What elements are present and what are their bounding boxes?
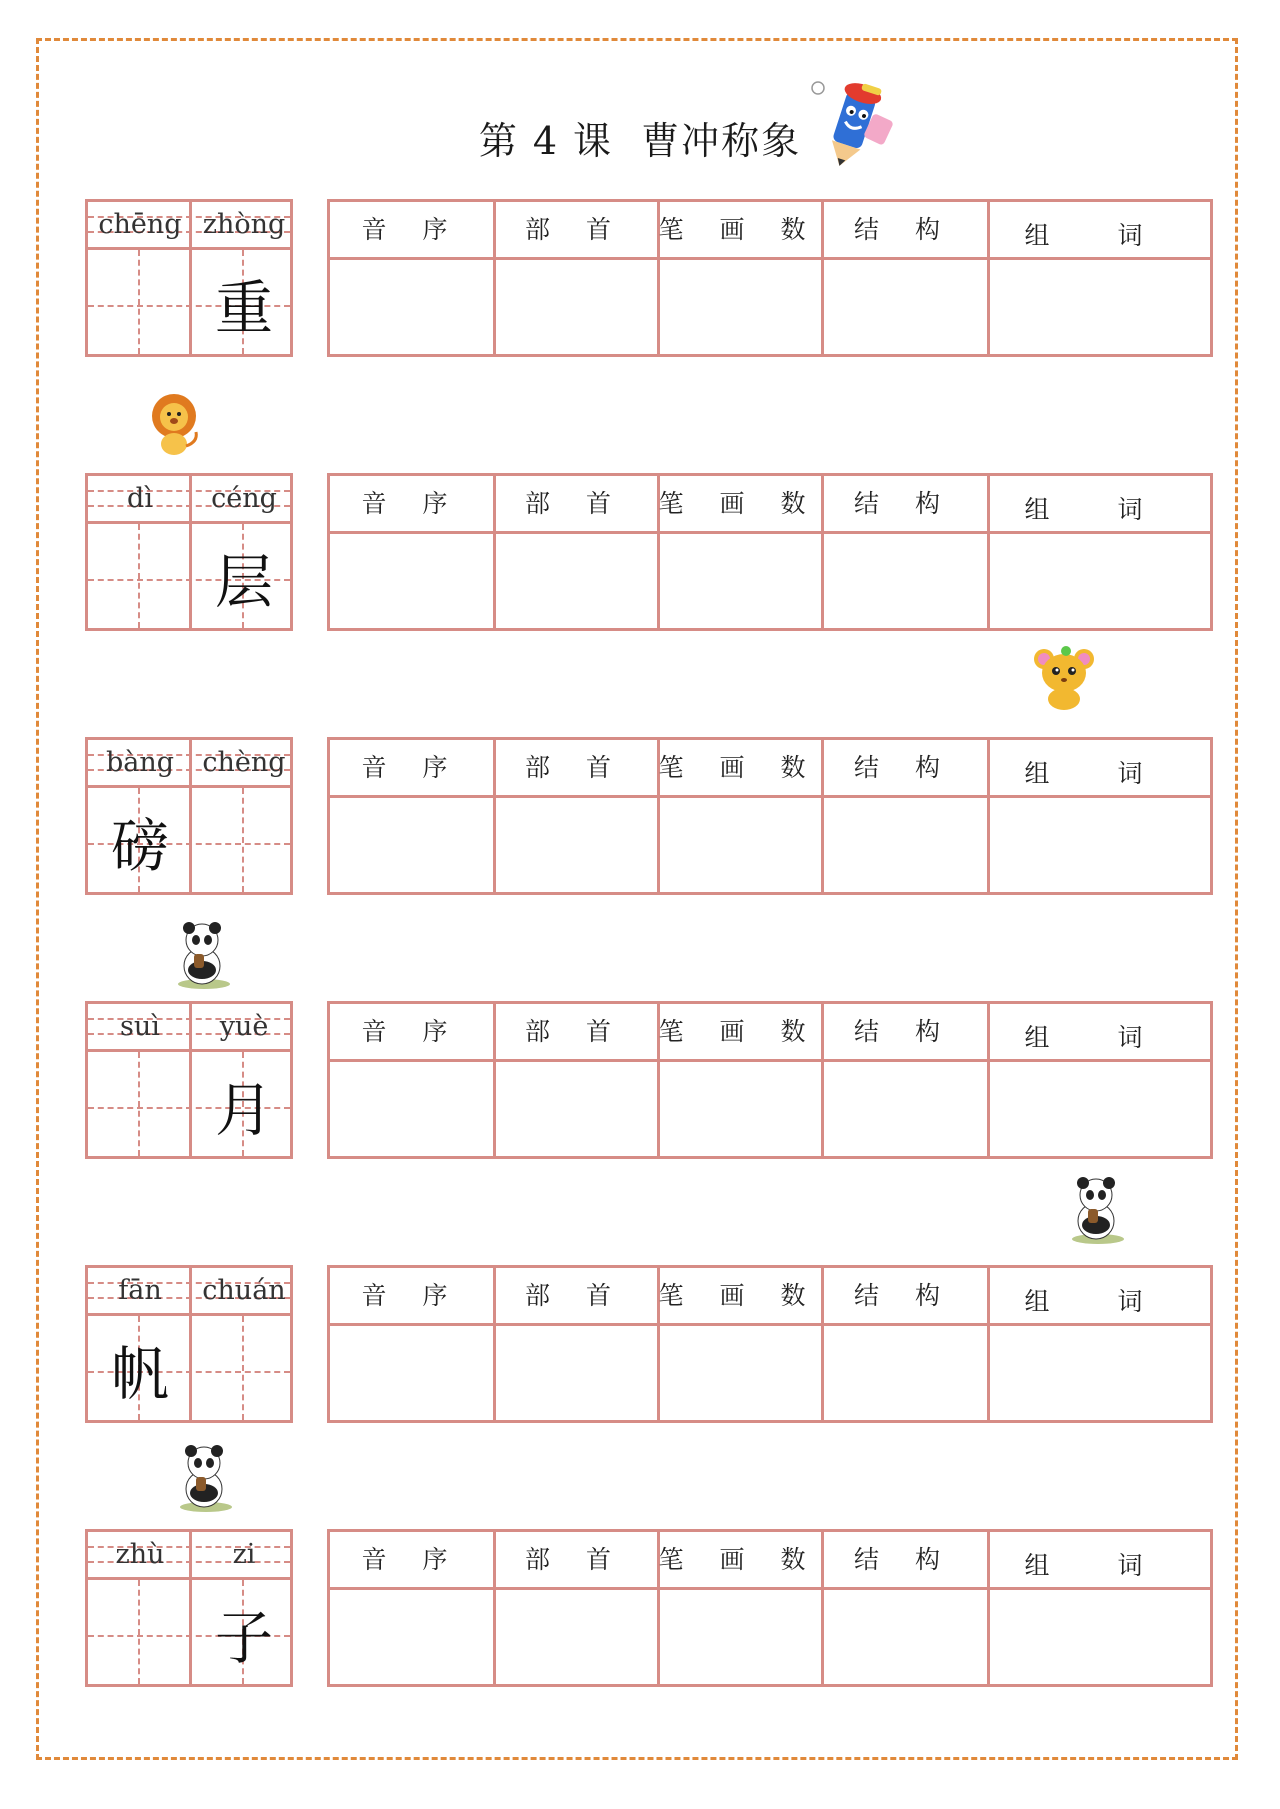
header-yinxu: 音 序	[361, 215, 462, 244]
pinyin-grid	[85, 737, 293, 895]
header-yinxu: 音 序	[361, 1281, 462, 1310]
header-yinxu: 音 序	[361, 1545, 462, 1574]
header-jiegou: 结 构	[854, 215, 954, 244]
info-table	[327, 1001, 1213, 1159]
hanzi-char: 重	[214, 274, 273, 342]
hanzi-char	[88, 258, 192, 358]
hanzi-char	[192, 796, 296, 896]
word-row	[0, 1001, 1280, 1161]
pinyin-text: zi	[232, 1539, 256, 1570]
pinyin-text: dì	[127, 483, 153, 514]
word-row	[0, 1265, 1280, 1425]
pinyin-grid	[85, 199, 293, 357]
word-row	[0, 473, 1280, 633]
panda-icon	[174, 1443, 236, 1513]
header-jiegou: 结 构	[854, 1017, 954, 1046]
hanzi-char	[88, 532, 192, 632]
header-jiegou: 结 构	[854, 753, 954, 782]
info-table	[327, 199, 1213, 357]
header-yinxu: 音 序	[361, 489, 462, 518]
header-bushou: 部 首	[525, 753, 625, 782]
header-bihuashu: 笔 画 数	[658, 215, 820, 244]
header-yinxu: 音 序	[361, 1017, 462, 1046]
pinyin-text: chuán	[202, 1275, 286, 1306]
header-zuci: 组 词	[1024, 759, 1173, 788]
pinyin-text: yuè	[219, 1011, 269, 1042]
title-suffix: 课 曹冲称象	[573, 119, 802, 163]
info-table	[327, 737, 1213, 895]
header-jiegou: 结 构	[854, 1545, 954, 1574]
hanzi-char: 帆	[110, 1340, 169, 1408]
header-jiegou: 结 构	[854, 489, 954, 518]
pinyin-text: chèng	[202, 747, 286, 778]
pinyin-grid	[85, 1529, 293, 1687]
info-table	[327, 1265, 1213, 1423]
word-row	[0, 199, 1280, 359]
bear-icon	[1030, 643, 1098, 711]
pinyin-text: fān	[118, 1275, 162, 1306]
pinyin-text: bàng	[105, 747, 175, 778]
lion-icon	[146, 392, 202, 458]
hanzi-char	[192, 1324, 296, 1424]
header-bushou: 部 首	[525, 1017, 625, 1046]
hanzi-char: 磅	[110, 812, 169, 880]
hanzi-char	[88, 1060, 192, 1160]
pinyin-text: céng	[211, 483, 277, 514]
pinyin-grid	[85, 1001, 293, 1159]
info-table	[327, 473, 1213, 631]
title-prefix: 第	[478, 119, 519, 163]
header-zuci: 组 词	[1024, 221, 1173, 250]
word-row	[0, 737, 1280, 897]
header-bushou: 部 首	[525, 215, 625, 244]
hanzi-char: 月	[214, 1076, 273, 1144]
panda-icon	[1066, 1175, 1128, 1245]
header-zuci: 组 词	[1024, 1023, 1173, 1052]
header-bihuashu: 笔 画 数	[658, 753, 820, 782]
header-bihuashu: 笔 画 数	[658, 1545, 820, 1574]
hanzi-char	[88, 1588, 192, 1688]
pinyin-text: chēng	[98, 209, 182, 240]
page-title	[0, 110, 1280, 165]
info-table	[327, 1529, 1213, 1687]
title-number: 4	[532, 119, 560, 163]
panda-icon	[172, 920, 234, 990]
pinyin-grid	[85, 1265, 293, 1423]
header-bihuashu: 笔 画 数	[658, 1017, 820, 1046]
header-zuci: 组 词	[1024, 1551, 1173, 1580]
header-bushou: 部 首	[525, 489, 625, 518]
hanzi-char: 层	[214, 548, 273, 616]
header-bihuashu: 笔 画 数	[658, 1281, 820, 1310]
pinyin-text: zhù	[115, 1539, 165, 1570]
header-bushou: 部 首	[525, 1281, 625, 1310]
header-yinxu: 音 序	[361, 753, 462, 782]
header-jiegou: 结 构	[854, 1281, 954, 1310]
header-bihuashu: 笔 画 数	[658, 489, 820, 518]
pinyin-text: zhòng	[202, 209, 286, 240]
pinyin-grid	[85, 473, 293, 631]
pencil-mascot-icon	[808, 76, 898, 171]
header-zuci: 组 词	[1024, 1287, 1173, 1316]
pinyin-text: suì	[120, 1011, 160, 1042]
header-bushou: 部 首	[525, 1545, 625, 1574]
word-row	[0, 1529, 1280, 1689]
header-zuci: 组 词	[1024, 495, 1173, 524]
hanzi-char: 子	[214, 1604, 273, 1672]
